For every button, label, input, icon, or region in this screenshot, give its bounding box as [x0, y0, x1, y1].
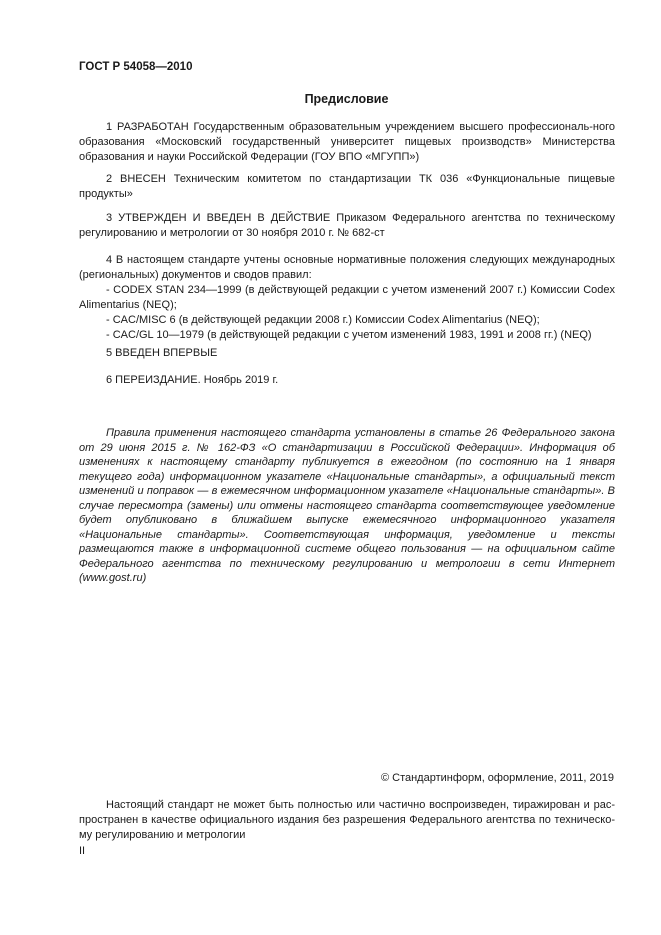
reproduction-notice: Настоящий стандарт не может быть полностью или частично воспроизведен, тиражирован и рас-пространен в качестве официального издания без разрешения Федерального агентства по техническо-му регулированию и метрологии	[79, 799, 615, 841]
foreword-item-2: 2 ВНЕСЕН Техническим комитетом по стандартизации ТК 036 «Функциональные пищевые продукты»	[79, 173, 615, 200]
standard-application-notice: Правила применения настоящего стандарта установлены в статье 26 Федерального закона от 29 июня 2015 г. № 162-ФЗ «О стандартизации в Российской Федерации». Информация об изменениях к настоящему стандарту публикуется в ежегодном (по состоянию на 1 января текущего года) информационном указателе «Национальные стандарты», а официальный текст изменений и поправок — в ежемесячном информационном указателе «Национальные стандарты». В случае пересмотра (замены) или отмены настоящего стандарта соответствующее уведомление будет опубликовано в ближайшем выпуске ежемесячного информационного указателя «Национальные стандарты». Соответствующая информация, уведомление и тексты размещаются также в информационной системе общего пользования — на официальном сайте Федерального агентства по техническому регулированию и метрологии в сети Интернет (www.gost.ru)	[79, 427, 615, 584]
copyright-notice: © Стандартинформ, оформление, 2011, 2019	[380, 772, 614, 784]
document-code-header: ГОСТ Р 54058—2010	[79, 61, 193, 73]
foreword-item-3: 3 УТВЕРЖДЕН И ВВЕДЕН В ДЕЙСТВИЕ Приказом Федерального агентства по техническому регулированию и метрологии от 30 ноября 2010 г. № 682-ст	[79, 212, 615, 239]
item-4-list-entry: - CAC/GL 10—1979 (в действующей редакции с учетом изменений 1983, 1991 и 2008 гг.) (NEQ)	[106, 329, 592, 341]
item-4-list-entry: - CODEX STAN 234—1999 (в действующей редакции с учетом изменений 2007 г.) Комиссии Codex Alimentarius (NEQ);	[79, 284, 615, 311]
page-title: Предисловие	[304, 92, 389, 106]
page-number: II	[79, 845, 86, 857]
item-4-list-entry: - CAC/MISC 6 (в действующей редакции 2008 г.) Комиссии Codex Alimentarius (NEQ);	[106, 314, 540, 326]
foreword-item-1: 1 РАЗРАБОТАН Государственным образовательным учреждением высшего профессиональ-ного образования «Московский государственный университет пищевых производств» Министерства образования и науки Российской Федерации (ГОУ ВПО «МГУПП»)	[79, 121, 615, 163]
foreword-item-4-text: 4 В настоящем стандарте учтены основные нормативные положения следующих международных (региональных) документов и сводов правил:	[79, 254, 615, 281]
foreword-item-4	[79, 253, 615, 343]
foreword-item-6: 6 ПЕРЕИЗДАНИЕ. Ноябрь 2019 г.	[106, 374, 279, 386]
foreword-item-5: 5 ВВЕДЕН ВПЕРВЫЕ	[106, 347, 218, 359]
